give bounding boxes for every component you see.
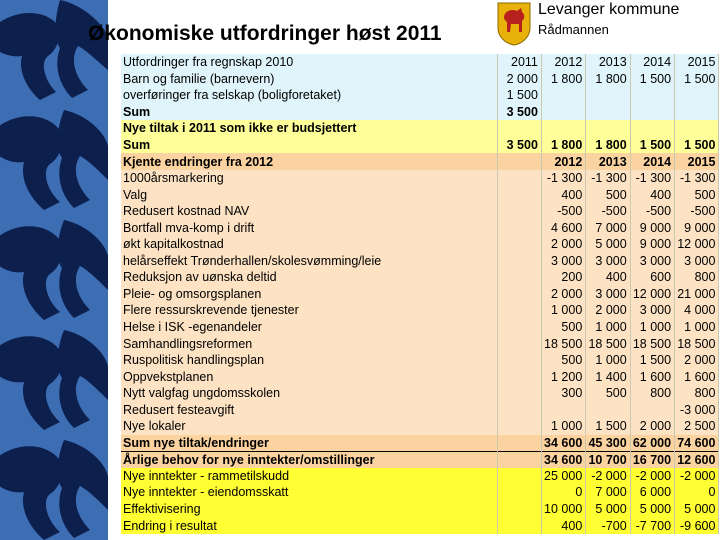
table-row	[121, 418, 719, 435]
row-label: Nye inntekter - rammetilskudd	[121, 468, 497, 485]
row-label: Nye lokaler	[121, 418, 497, 435]
value-cell	[497, 153, 541, 170]
value-cell: 1 500	[630, 137, 674, 154]
decorative-side-band	[0, 0, 108, 540]
value-cell	[497, 236, 541, 253]
table-row	[121, 302, 719, 319]
value-cell: 12 000	[675, 236, 719, 253]
value-cell: 1 500	[675, 71, 719, 88]
value-cell: 62 000	[630, 435, 674, 452]
value-cell: 10 700	[586, 451, 630, 468]
value-cell: 2 000	[675, 352, 719, 369]
value-cell: 3 000	[586, 253, 630, 270]
table-row	[121, 253, 719, 270]
value-cell: 2 000	[541, 286, 585, 303]
row-label: Pleie- og omsorgsplanen	[121, 286, 497, 303]
value-cell	[630, 104, 674, 121]
table-row	[121, 137, 719, 154]
row-label: Endring i resultat	[121, 517, 497, 534]
table-row	[121, 219, 719, 236]
value-cell	[586, 401, 630, 418]
value-cell: 1 400	[586, 368, 630, 385]
value-cell	[497, 517, 541, 534]
value-cell: 5 000	[586, 236, 630, 253]
value-cell: 7 000	[586, 484, 630, 501]
value-cell: 400	[541, 517, 585, 534]
value-cell	[586, 87, 630, 104]
table-row	[121, 87, 719, 104]
value-cell: 1 500	[630, 71, 674, 88]
value-cell	[541, 120, 585, 137]
table-row	[121, 401, 719, 418]
value-cell: 1 000	[586, 352, 630, 369]
value-cell	[497, 219, 541, 236]
value-cell: -500	[675, 203, 719, 220]
table-row	[121, 186, 719, 203]
value-cell: 21 000	[675, 286, 719, 303]
value-cell: 2013	[586, 153, 630, 170]
table-row	[121, 269, 719, 286]
value-cell: 0	[675, 484, 719, 501]
value-cell: 2 000	[497, 71, 541, 88]
value-cell: -500	[586, 203, 630, 220]
value-cell: 34 600	[541, 435, 585, 452]
organization-name: Levanger kommune	[538, 1, 680, 18]
value-cell: 3 000	[541, 253, 585, 270]
value-cell: 0	[541, 484, 585, 501]
budget-table	[121, 54, 719, 534]
value-cell: 400	[586, 269, 630, 286]
value-cell: 1 800	[586, 71, 630, 88]
value-cell: 18 500	[586, 335, 630, 352]
value-cell	[497, 484, 541, 501]
value-cell: 500	[541, 352, 585, 369]
value-cell: 1 500	[497, 87, 541, 104]
table-row	[121, 335, 719, 352]
value-cell: 300	[541, 385, 585, 402]
value-cell: 34 600	[541, 451, 585, 468]
value-cell: 2013	[586, 54, 630, 71]
table-row	[121, 451, 719, 468]
row-label: Barn og familie (barnevern)	[121, 71, 497, 88]
row-label: Redusert kostnad NAV	[121, 203, 497, 220]
table-row	[121, 319, 719, 336]
value-cell	[497, 468, 541, 485]
value-cell: 800	[630, 385, 674, 402]
table-row	[121, 368, 719, 385]
row-label: Årlige behov for nye inntekter/omstillinger	[121, 451, 497, 468]
department-name: Rådmannen	[538, 22, 609, 37]
value-cell: 3 000	[630, 253, 674, 270]
budget-table-container	[121, 54, 719, 538]
value-cell: 12 600	[675, 451, 719, 468]
value-cell	[497, 401, 541, 418]
value-cell: 200	[541, 269, 585, 286]
value-cell: 1 500	[630, 352, 674, 369]
slide-title: Økonomiske utfordringer høst 2011	[88, 22, 442, 45]
value-cell: 2011	[497, 54, 541, 71]
value-cell: 1 500	[586, 418, 630, 435]
value-cell: -2 000	[675, 468, 719, 485]
table-row	[121, 385, 719, 402]
value-cell: 500	[541, 319, 585, 336]
value-cell	[497, 352, 541, 369]
value-cell	[630, 87, 674, 104]
row-label: Nytt valgfag ungdomsskolen	[121, 385, 497, 402]
value-cell: 74 600	[675, 435, 719, 452]
value-cell: 3 500	[497, 137, 541, 154]
row-label: Helse i ISK -egenandeler	[121, 319, 497, 336]
row-label: Valg	[121, 186, 497, 203]
value-cell: 1 000	[541, 418, 585, 435]
value-cell: -3 000	[675, 401, 719, 418]
row-label: Utfordringer fra regnskap 2010	[121, 54, 497, 71]
value-cell	[497, 302, 541, 319]
value-cell	[541, 87, 585, 104]
value-cell	[675, 120, 719, 137]
table-row	[121, 517, 719, 534]
value-cell: 800	[675, 269, 719, 286]
value-cell: 600	[630, 269, 674, 286]
value-cell: 10 000	[541, 501, 585, 518]
row-label: Kjente endringer fra 2012	[121, 153, 497, 170]
value-cell: -1 300	[675, 170, 719, 187]
value-cell: 4 000	[675, 302, 719, 319]
table-row	[121, 153, 719, 170]
value-cell	[497, 368, 541, 385]
value-cell: 25 000	[541, 468, 585, 485]
value-cell	[497, 501, 541, 518]
value-cell: 3 500	[497, 104, 541, 121]
value-cell: -2 000	[586, 468, 630, 485]
table-row	[121, 120, 719, 137]
value-cell	[630, 120, 674, 137]
value-cell: -1 300	[630, 170, 674, 187]
value-cell: 1 000	[630, 319, 674, 336]
value-cell: 12 000	[630, 286, 674, 303]
value-cell	[497, 435, 541, 452]
value-cell	[497, 451, 541, 468]
value-cell: 2014	[630, 54, 674, 71]
value-cell: 5 000	[630, 501, 674, 518]
value-cell: 400	[541, 186, 585, 203]
value-cell	[497, 418, 541, 435]
value-cell: 1 500	[675, 137, 719, 154]
value-cell: 1 200	[541, 368, 585, 385]
value-cell: 2 500	[675, 418, 719, 435]
value-cell: 2014	[630, 153, 674, 170]
table-row	[121, 468, 719, 485]
value-cell: -7 700	[630, 517, 674, 534]
value-cell: 16 700	[630, 451, 674, 468]
value-cell: 1 600	[675, 368, 719, 385]
value-cell: 2 000	[586, 302, 630, 319]
value-cell: 400	[630, 186, 674, 203]
table-row	[121, 435, 719, 452]
table-row	[121, 236, 719, 253]
table-row	[121, 54, 719, 71]
row-label: Nye tiltak i 2011 som ikke er budsjettert	[121, 120, 497, 137]
value-cell	[541, 401, 585, 418]
value-cell	[497, 335, 541, 352]
value-cell: 1 000	[541, 302, 585, 319]
table-row	[121, 203, 719, 220]
table-row	[121, 170, 719, 187]
row-label: 1000årsmarkering	[121, 170, 497, 187]
value-cell: 7 000	[586, 219, 630, 236]
value-cell: 1 800	[541, 137, 585, 154]
value-cell: 500	[586, 186, 630, 203]
value-cell	[497, 269, 541, 286]
value-cell: 9 000	[630, 219, 674, 236]
value-cell: -2 000	[630, 468, 674, 485]
row-label: Sum	[121, 104, 497, 121]
value-cell	[586, 104, 630, 121]
value-cell	[675, 104, 719, 121]
value-cell: 2012	[541, 153, 585, 170]
value-cell: -500	[541, 203, 585, 220]
value-cell: 1 600	[630, 368, 674, 385]
value-cell: 1 800	[541, 71, 585, 88]
value-cell	[541, 104, 585, 121]
row-label: Redusert festeavgift	[121, 401, 497, 418]
value-cell: 4 600	[541, 219, 585, 236]
value-cell: 800	[675, 385, 719, 402]
value-cell: 2012	[541, 54, 585, 71]
row-label: Sum	[121, 137, 497, 154]
table-row	[121, 501, 719, 518]
budget-table-body	[121, 54, 719, 534]
row-label: Sum nye tiltak/endringer	[121, 435, 497, 452]
value-cell: 3 000	[586, 286, 630, 303]
row-label: Effektivisering	[121, 501, 497, 518]
value-cell: -500	[630, 203, 674, 220]
value-cell: 18 500	[630, 335, 674, 352]
row-label: Flere ressurskrevende tjenester	[121, 302, 497, 319]
value-cell	[497, 253, 541, 270]
value-cell	[497, 319, 541, 336]
value-cell	[497, 203, 541, 220]
row-label: Samhandlingsreformen	[121, 335, 497, 352]
value-cell	[497, 385, 541, 402]
row-label: Nye inntekter - eiendomsskatt	[121, 484, 497, 501]
value-cell: 3 000	[630, 302, 674, 319]
value-cell: 500	[675, 186, 719, 203]
value-cell: 9 000	[675, 219, 719, 236]
row-label: Bortfall mva-komp i drift	[121, 219, 497, 236]
value-cell: -700	[586, 517, 630, 534]
value-cell	[497, 186, 541, 203]
value-cell: 45 300	[586, 435, 630, 452]
value-cell: 1 000	[586, 319, 630, 336]
value-cell	[630, 401, 674, 418]
value-cell: 2 000	[541, 236, 585, 253]
table-row	[121, 71, 719, 88]
value-cell: 500	[586, 385, 630, 402]
value-cell: 18 500	[541, 335, 585, 352]
value-cell: -1 300	[586, 170, 630, 187]
municipal-crest-icon	[497, 2, 531, 46]
table-row	[121, 286, 719, 303]
value-cell	[497, 120, 541, 137]
value-cell	[497, 170, 541, 187]
value-cell: 2 000	[630, 418, 674, 435]
value-cell	[586, 120, 630, 137]
value-cell: 9 000	[630, 236, 674, 253]
value-cell: 18 500	[675, 335, 719, 352]
value-cell: 2015	[675, 54, 719, 71]
row-label: Oppvekstplanen	[121, 368, 497, 385]
row-label: Ruspolitisk handlingsplan	[121, 352, 497, 369]
value-cell	[497, 286, 541, 303]
table-row	[121, 484, 719, 501]
value-cell: 6 000	[630, 484, 674, 501]
row-label: Reduksjon av uønska deltid	[121, 269, 497, 286]
value-cell: 1 000	[675, 319, 719, 336]
value-cell: -1 300	[541, 170, 585, 187]
value-cell	[675, 87, 719, 104]
value-cell: 5 000	[586, 501, 630, 518]
horse-pattern	[0, 0, 108, 540]
value-cell: -9 600	[675, 517, 719, 534]
table-row	[121, 352, 719, 369]
value-cell: 1 800	[586, 137, 630, 154]
row-label: økt kapitalkostnad	[121, 236, 497, 253]
table-row	[121, 104, 719, 121]
row-label: overføringer fra selskap (boligforetaket)	[121, 87, 497, 104]
value-cell: 3 000	[675, 253, 719, 270]
value-cell: 5 000	[675, 501, 719, 518]
row-label: helårseffekt Trønderhallen/skolesvømming/leie	[121, 253, 497, 270]
value-cell: 2015	[675, 153, 719, 170]
